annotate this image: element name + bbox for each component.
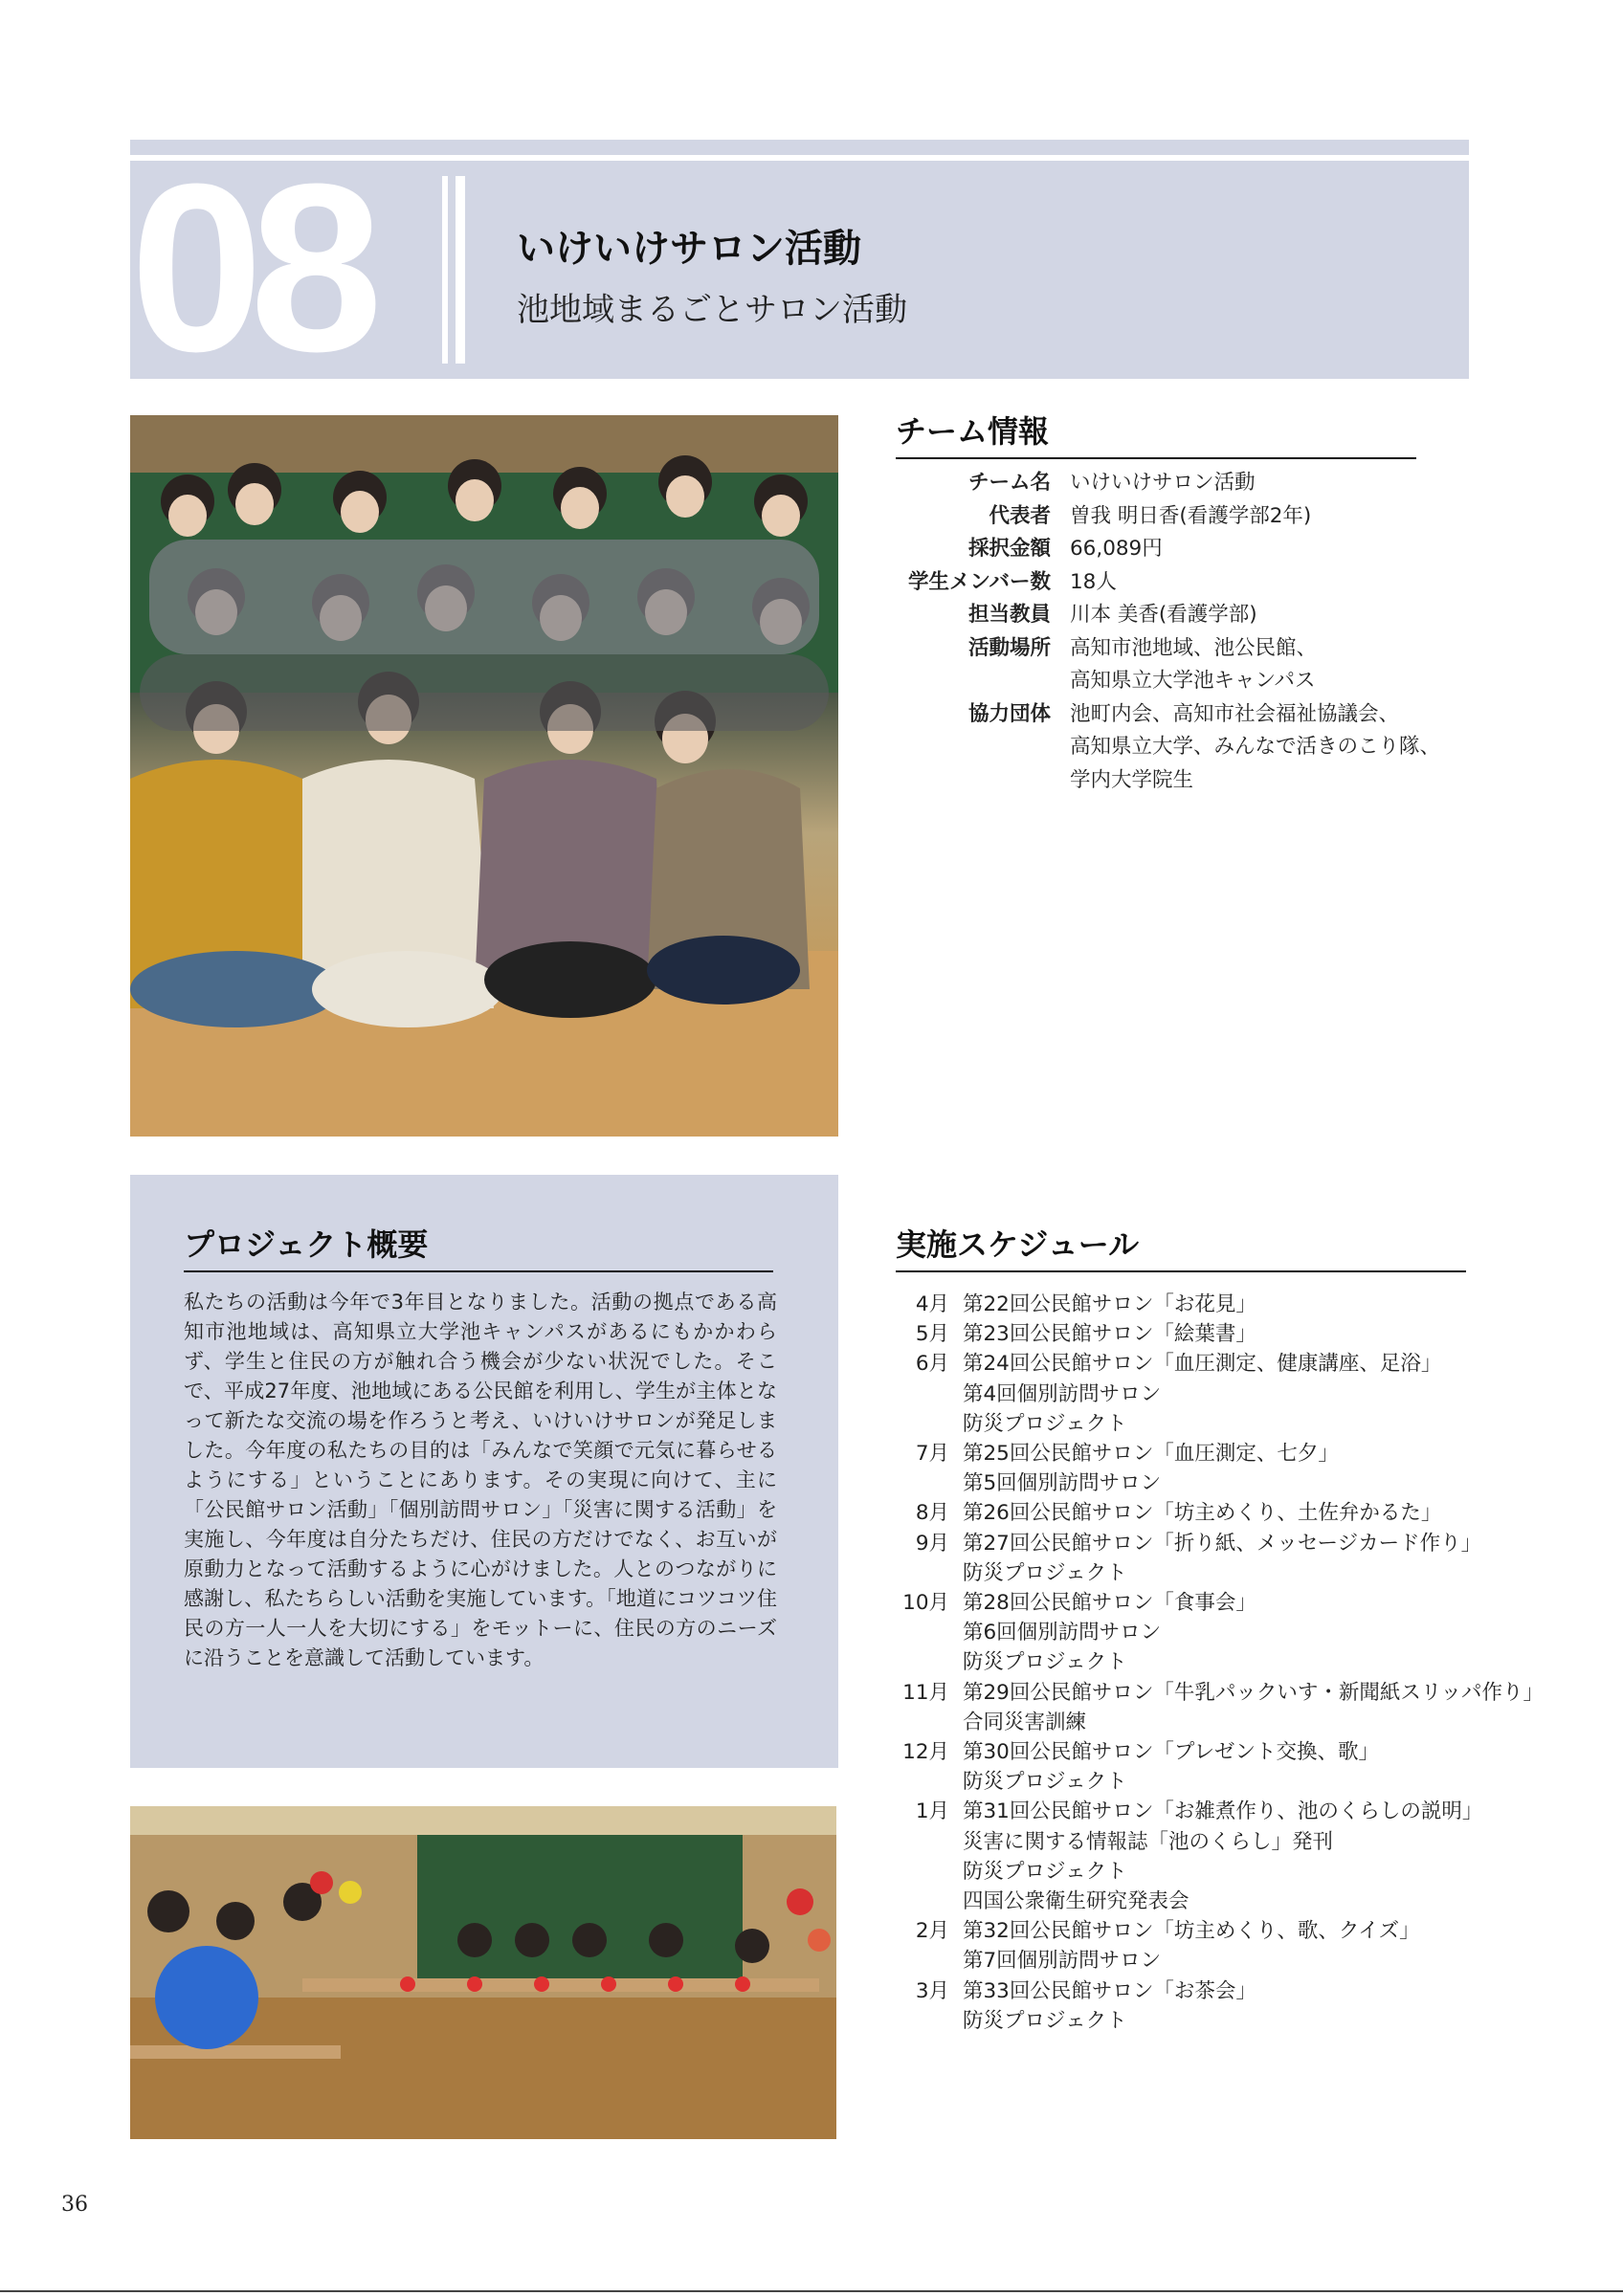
schedule-item: 第25回公民館サロン「血圧測定、七夕」 bbox=[963, 1442, 1339, 1467]
team-info-value bbox=[1070, 632, 1502, 698]
schedule-items bbox=[963, 1588, 1579, 1678]
schedule-month-row bbox=[890, 1498, 1579, 1528]
team-info-value bbox=[1070, 599, 1502, 632]
schedule-item: 第5回個別訪問サロン bbox=[963, 1471, 1162, 1496]
schedule-month-row bbox=[890, 1588, 1579, 1678]
team-info-row bbox=[890, 599, 1502, 632]
schedule-month-row bbox=[890, 1976, 1579, 2036]
schedule-month: 10月 bbox=[902, 1591, 949, 1616]
group-photo-illustration bbox=[130, 415, 838, 1137]
team-info-value bbox=[1070, 500, 1502, 534]
section-number: 08 bbox=[130, 134, 370, 401]
schedule-item: 第26回公民館サロン「坊主めくり、土佐弁かるた」 bbox=[963, 1501, 1442, 1526]
team-info-label: 代表者 bbox=[989, 503, 1051, 528]
schedule-item: 防災プロジェクト bbox=[963, 1560, 1127, 1585]
schedule-item: 防災プロジェクト bbox=[963, 1859, 1127, 1884]
schedule-items bbox=[963, 1529, 1579, 1588]
team-info-line: 66,089円 bbox=[1070, 537, 1163, 561]
schedule-month-row bbox=[890, 1529, 1579, 1588]
page-number: 36 bbox=[61, 2193, 88, 2217]
schedule-item: 第31回公民館サロン「お雑煮作り、池のくらしの説明」 bbox=[963, 1799, 1483, 1824]
bottom-rule bbox=[0, 2290, 1623, 2292]
header-divider-thick bbox=[456, 176, 465, 364]
schedule-month-row bbox=[890, 1737, 1579, 1797]
schedule-month: 11月 bbox=[902, 1680, 949, 1705]
schedule-item: 第7回個別訪問サロン bbox=[963, 1949, 1162, 1974]
schedule-item: 四国公衆衛生研究発表会 bbox=[963, 1889, 1189, 1914]
team-info-row bbox=[890, 632, 1502, 698]
team-info-line: 学内大学院生 bbox=[1070, 767, 1194, 792]
schedule-items bbox=[963, 1439, 1579, 1498]
team-info-row bbox=[890, 500, 1502, 534]
team-info-label: 担当教員 bbox=[967, 603, 1051, 627]
schedule-month: 4月 bbox=[915, 1292, 949, 1316]
team-info-value bbox=[1070, 467, 1502, 500]
schedule-item: 災害に関する情報誌「池のくらし」発刊 bbox=[963, 1829, 1334, 1854]
schedule-items bbox=[963, 1349, 1579, 1439]
schedule-month: 8月 bbox=[915, 1501, 949, 1526]
schedule-item: 第24回公民館サロン「血圧測定、健康講座、足浴」 bbox=[963, 1352, 1442, 1377]
team-info-line: 高知県立大学、みんなで活きのこり隊、 bbox=[1070, 735, 1441, 759]
team-info-line: 曽我 明日香(看護学部2年) bbox=[1070, 503, 1312, 528]
team-info-label: 採択金額 bbox=[967, 537, 1051, 561]
schedule-month: 1月 bbox=[915, 1799, 949, 1824]
schedule-month: 12月 bbox=[902, 1740, 949, 1765]
schedule-item: 第28回公民館サロン「食事会」 bbox=[963, 1591, 1256, 1616]
team-info-value bbox=[1070, 566, 1502, 600]
team-info-heading: チーム情報 bbox=[896, 408, 1416, 459]
schedule-items bbox=[963, 1916, 1579, 1976]
schedule-item: 第32回公民館サロン「坊主めくり、歌、クイズ」 bbox=[963, 1919, 1420, 1944]
schedule-month: 7月 bbox=[915, 1442, 949, 1467]
schedule-month-row bbox=[890, 1439, 1579, 1498]
team-info-label: チーム名 bbox=[967, 471, 1051, 495]
team-info-row bbox=[890, 467, 1502, 500]
schedule-item: 第27回公民館サロン「折り紙、メッセージカード作り」 bbox=[963, 1531, 1482, 1556]
team-info-label: 協力団体 bbox=[967, 701, 1051, 726]
schedule-item: 防災プロジェクト bbox=[963, 1650, 1127, 1675]
team-info-row bbox=[890, 566, 1502, 600]
schedule-items bbox=[963, 1290, 1579, 1319]
schedule-item: 防災プロジェクト bbox=[963, 1411, 1127, 1436]
schedule-item: 第4回個別訪問サロン bbox=[963, 1381, 1162, 1406]
team-info-row bbox=[890, 533, 1502, 566]
team-info-line: 高知市池地域、池公民館、 bbox=[1070, 635, 1318, 660]
team-info-value bbox=[1070, 533, 1502, 566]
schedule-month-row bbox=[890, 1797, 1579, 1916]
schedule-item: 合同災害訓練 bbox=[963, 1710, 1087, 1734]
schedule-item: 第6回個別訪問サロン bbox=[963, 1621, 1162, 1645]
schedule-month: 5月 bbox=[915, 1322, 949, 1347]
team-info-label: 学生メンバー数 bbox=[908, 569, 1051, 594]
team-info-line: 18人 bbox=[1070, 569, 1117, 594]
header-divider-thin bbox=[442, 176, 448, 364]
team-info-label: 活動場所 bbox=[967, 635, 1051, 660]
schedule-items bbox=[963, 1797, 1579, 1916]
salon-activity-photo bbox=[130, 1806, 836, 2139]
team-info-line: いけいけサロン活動 bbox=[1070, 471, 1256, 495]
schedule-month: 3月 bbox=[915, 1978, 949, 2003]
schedule-month: 6月 bbox=[915, 1352, 949, 1377]
schedule-list bbox=[890, 1290, 1579, 2036]
schedule-item: 第22回公民館サロン「お花見」 bbox=[963, 1292, 1256, 1316]
team-info-table bbox=[890, 467, 1502, 797]
schedule-item: 第23回公民館サロン「絵葉書」 bbox=[963, 1322, 1256, 1347]
schedule-items bbox=[963, 1976, 1579, 2036]
project-overview-text: 私たちの活動は今年で3年目となりました。活動の拠点である高知市池地域は、高知県立大学池キャンパスがあるにもかかわらず、学生と住民の方が触れ合う機会が少ない状況でした。そこで、平成27年度、池地域にある公民館を利用し、学生が主体となって新たな交流の場を作ろうと考え、いけいけサロンが発足しました。今年度の私たちの目的は「みんなで笑顔で元気に暮らせるようにする」ということにあります。その実現に向けて、主に「公民館サロン活動」「個別訪問サロン」「災害に関する活動」を実施し、今年度は自分たちだけ、住民の方だけでなく、お互いが原動力となって活動するように心がけました。人とのつながりに感謝し、私たちらしい活動を実施しています。「地道にコツコツ住民の方一人一人を大切にする」をモットーに、住民の方のニーズに沿うことを意識して活動しています。 bbox=[184, 1291, 777, 1669]
schedule-item: 第29回公民館サロン「牛乳パックいす・新聞紙スリッパ作り」 bbox=[963, 1680, 1545, 1705]
schedule-item: 第33回公民館サロン「お茶会」 bbox=[963, 1978, 1256, 2003]
schedule-month: 9月 bbox=[915, 1531, 949, 1556]
team-info-row bbox=[890, 698, 1502, 798]
group-photo bbox=[130, 415, 838, 1137]
schedule-month-row bbox=[890, 1916, 1579, 1976]
schedule-items bbox=[963, 1498, 1579, 1528]
schedule-items bbox=[963, 1737, 1579, 1797]
schedule-item: 第30回公民館サロン「プレゼント交換、歌」 bbox=[963, 1740, 1379, 1765]
salon-activity-illustration bbox=[130, 1806, 836, 2139]
schedule-items bbox=[963, 1319, 1579, 1349]
schedule-month-row bbox=[890, 1290, 1579, 1319]
schedule-item: 防災プロジェクト bbox=[963, 1770, 1127, 1795]
schedule-month-row bbox=[890, 1678, 1579, 1737]
team-info-line: 高知県立大学池キャンパス bbox=[1070, 669, 1316, 693]
schedule-month-row bbox=[890, 1349, 1579, 1439]
schedule-month: 2月 bbox=[915, 1919, 949, 1944]
team-info-line: 川本 美香(看護学部) bbox=[1070, 603, 1257, 627]
page-subtitle: 池地域まるごとサロン活動 bbox=[517, 291, 907, 329]
team-info-line: 池町内会、高知市社会福祉協議会、 bbox=[1070, 701, 1400, 726]
team-info-value bbox=[1070, 698, 1502, 798]
project-overview-heading: プロジェクト概要 bbox=[184, 1221, 773, 1272]
schedule-item: 防災プロジェクト bbox=[963, 2008, 1127, 2033]
schedule-items bbox=[963, 1678, 1579, 1737]
schedule-heading: 実施スケジュール bbox=[896, 1221, 1466, 1272]
page-title: いけいけサロン活動 bbox=[517, 227, 861, 271]
schedule-month-row bbox=[890, 1319, 1579, 1349]
